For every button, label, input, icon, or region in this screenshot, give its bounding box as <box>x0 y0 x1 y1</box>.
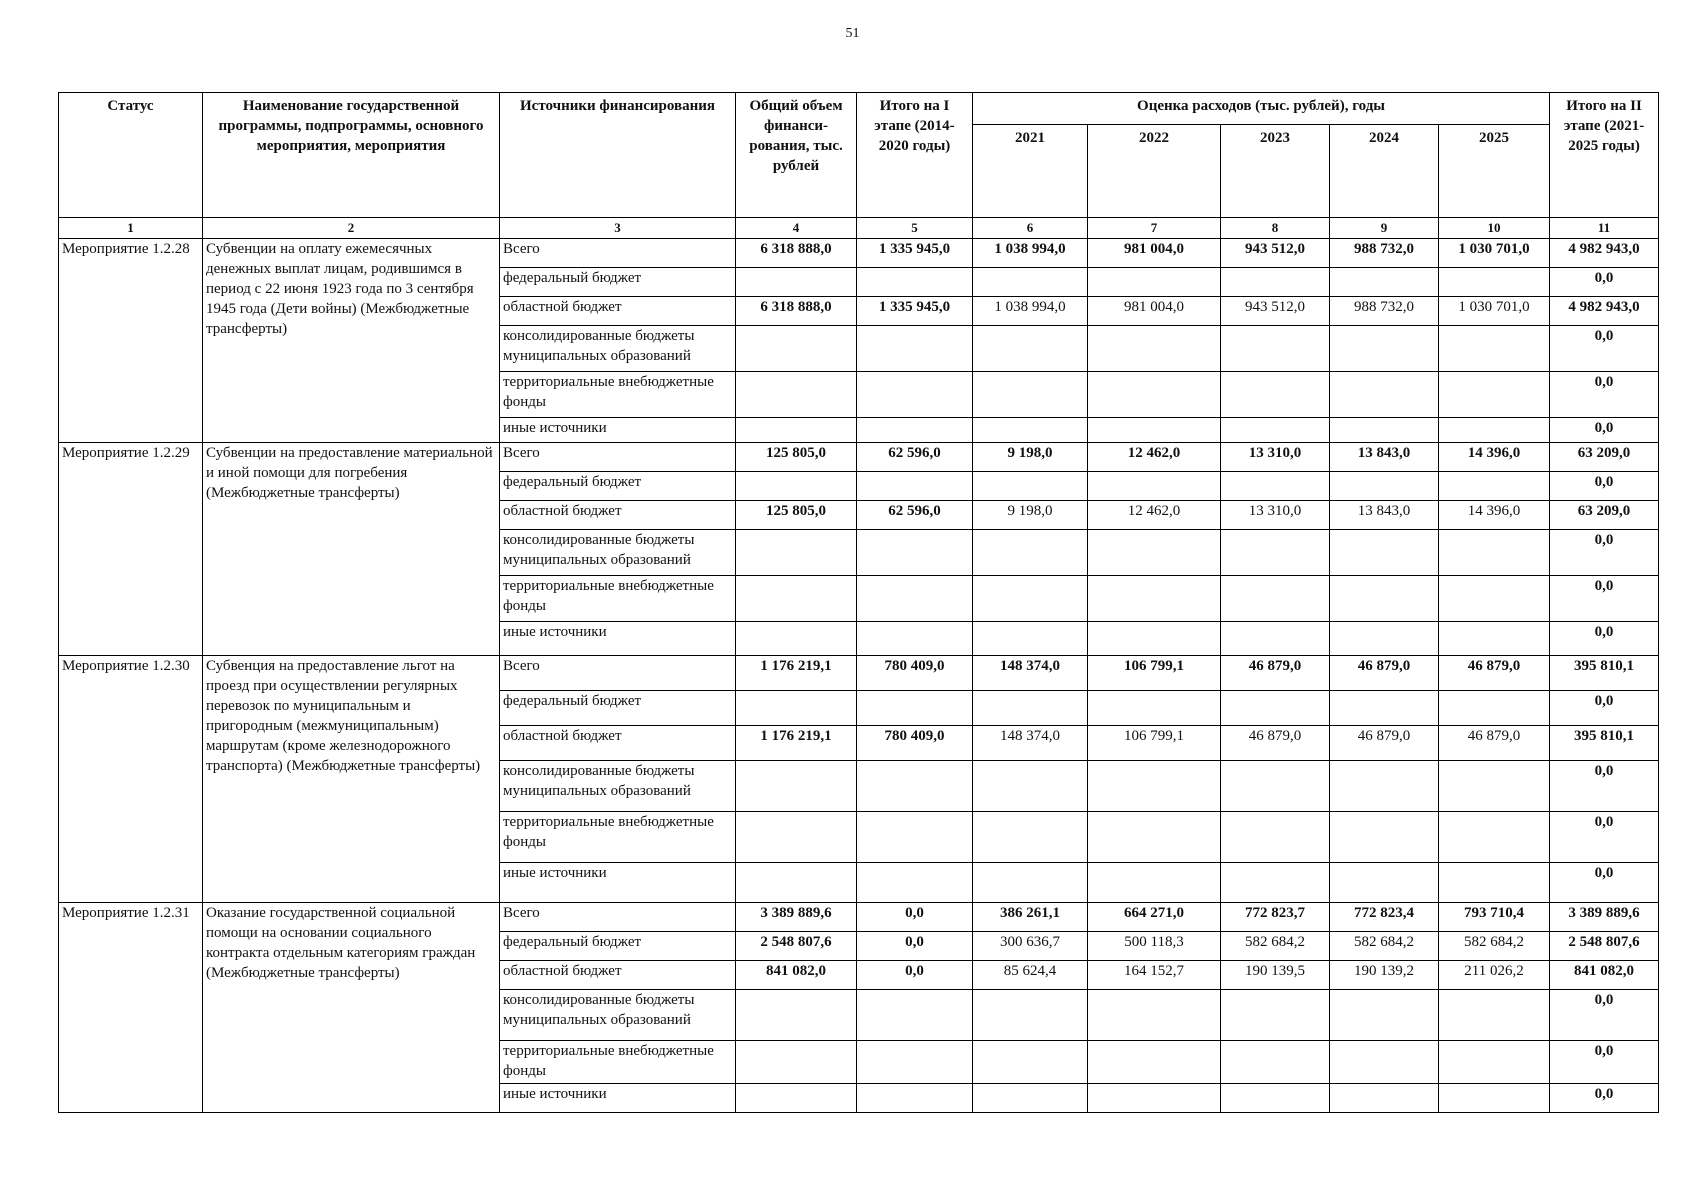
value-cell <box>1330 622 1439 656</box>
value-cell: 780 409,0 <box>857 656 973 691</box>
funding-source-cell: территориальные внебюджетные фонды <box>500 812 736 863</box>
value-cell: 772 823,7 <box>1221 903 1330 932</box>
funding-source-cell: консолидированные бюджеты муниципальных образований <box>500 990 736 1041</box>
measure-name-cell: Оказание государственной социальной помощи на основании социального контракта отдельным категориям граждан (Межбюджетные трансферты) <box>203 903 500 1113</box>
funding-source-cell: иные источники <box>500 622 736 656</box>
status-cell: Мероприятие 1.2.28 <box>59 239 203 443</box>
header-status: Статус <box>59 93 203 218</box>
value-cell: 2 548 807,6 <box>736 932 857 961</box>
column-number: 10 <box>1439 218 1550 239</box>
value-cell: 981 004,0 <box>1088 239 1221 268</box>
value-cell <box>973 622 1088 656</box>
table-row <box>59 656 1659 691</box>
funding-source-cell: Всего <box>500 443 736 472</box>
value-cell: 988 732,0 <box>1330 239 1439 268</box>
column-number: 6 <box>973 218 1088 239</box>
value-cell: 0,0 <box>1550 530 1659 576</box>
value-cell <box>857 326 973 372</box>
value-cell <box>736 418 857 443</box>
value-cell <box>1330 530 1439 576</box>
header-year: 2024 <box>1330 125 1439 218</box>
value-cell <box>736 863 857 903</box>
value-cell: 0,0 <box>857 932 973 961</box>
value-cell: 0,0 <box>1550 576 1659 622</box>
value-cell <box>1088 326 1221 372</box>
value-cell <box>1221 268 1330 297</box>
value-cell <box>1221 1041 1330 1084</box>
value-cell: 46 879,0 <box>1330 726 1439 761</box>
funding-source-cell: федеральный бюджет <box>500 932 736 961</box>
value-cell: 190 139,5 <box>1221 961 1330 990</box>
value-cell: 190 139,2 <box>1330 961 1439 990</box>
value-cell <box>973 691 1088 726</box>
value-cell <box>973 812 1088 863</box>
value-cell <box>1439 530 1550 576</box>
value-cell <box>973 1041 1088 1084</box>
value-cell <box>736 372 857 418</box>
value-cell <box>857 372 973 418</box>
column-number: 5 <box>857 218 973 239</box>
value-cell: 582 684,2 <box>1330 932 1439 961</box>
value-cell: 63 209,0 <box>1550 443 1659 472</box>
value-cell <box>857 268 973 297</box>
value-cell: 46 879,0 <box>1221 726 1330 761</box>
value-cell <box>1330 812 1439 863</box>
value-cell <box>1330 326 1439 372</box>
value-cell <box>973 863 1088 903</box>
measure-name-cell: Субвенции на предоставление материальной и иной помощи для погребения (Межбюджетные трансферты) <box>203 443 500 656</box>
value-cell: 1 176 219,1 <box>736 656 857 691</box>
value-cell <box>1330 1084 1439 1113</box>
header-year: 2023 <box>1221 125 1330 218</box>
header-year: 2025 <box>1439 125 1550 218</box>
value-cell: 9 198,0 <box>973 443 1088 472</box>
value-cell <box>1088 576 1221 622</box>
header-total: Общий объем финанси-рования, тыс. рублей <box>736 93 857 218</box>
value-cell <box>857 530 973 576</box>
value-cell: 0,0 <box>857 961 973 990</box>
value-cell <box>1330 372 1439 418</box>
value-cell <box>1221 761 1330 812</box>
value-cell: 12 462,0 <box>1088 443 1221 472</box>
value-cell: 1 038 994,0 <box>973 239 1088 268</box>
column-number: 4 <box>736 218 857 239</box>
value-cell <box>736 326 857 372</box>
column-number: 3 <box>500 218 736 239</box>
value-cell: 664 271,0 <box>1088 903 1221 932</box>
value-cell <box>973 761 1088 812</box>
value-cell <box>1439 268 1550 297</box>
value-cell <box>1330 990 1439 1041</box>
value-cell <box>973 1084 1088 1113</box>
value-cell: 148 374,0 <box>973 656 1088 691</box>
funding-source-cell: территориальные внебюджетные фонды <box>500 1041 736 1084</box>
value-cell: 1 335 945,0 <box>857 239 973 268</box>
value-cell: 386 261,1 <box>973 903 1088 932</box>
measure-name-cell: Субвенции на оплату ежемесячных денежных выплат лицам, родившимся в период с 22 июня 1923 года по 3 сентября 1945 года (Дети войны) (Межбюджетные трансферты) <box>203 239 500 443</box>
value-cell <box>1221 472 1330 501</box>
funding-source-cell: федеральный бюджет <box>500 691 736 726</box>
value-cell: 0,0 <box>1550 326 1659 372</box>
header-stage2: Итого на II этапе (2021-2025 годы) <box>1550 93 1659 218</box>
funding-source-cell: консолидированные бюджеты муниципальных образований <box>500 530 736 576</box>
value-cell: 106 799,1 <box>1088 656 1221 691</box>
value-cell: 1 176 219,1 <box>736 726 857 761</box>
value-cell: 582 684,2 <box>1221 932 1330 961</box>
value-cell <box>857 622 973 656</box>
value-cell <box>1221 530 1330 576</box>
status-cell: Мероприятие 1.2.31 <box>59 903 203 1113</box>
header-estimate: Оценка расходов (тыс. рублей), годы <box>973 93 1550 125</box>
value-cell: 46 879,0 <box>1330 656 1439 691</box>
value-cell: 841 082,0 <box>1550 961 1659 990</box>
value-cell <box>1088 761 1221 812</box>
funding-source-cell: Всего <box>500 656 736 691</box>
value-cell <box>1330 691 1439 726</box>
value-cell <box>857 472 973 501</box>
funding-source-cell: территориальные внебюджетные фонды <box>500 372 736 418</box>
value-cell: 13 843,0 <box>1330 501 1439 530</box>
value-cell: 841 082,0 <box>736 961 857 990</box>
value-cell: 6 318 888,0 <box>736 297 857 326</box>
column-number-row <box>59 218 1659 239</box>
value-cell <box>857 691 973 726</box>
funding-source-cell: консолидированные бюджеты муниципальных образований <box>500 326 736 372</box>
value-cell: 500 118,3 <box>1088 932 1221 961</box>
value-cell <box>857 812 973 863</box>
value-cell <box>1221 863 1330 903</box>
value-cell <box>736 576 857 622</box>
funding-source-cell: федеральный бюджет <box>500 472 736 501</box>
value-cell: 0,0 <box>1550 268 1659 297</box>
value-cell: 0,0 <box>1550 622 1659 656</box>
value-cell <box>973 326 1088 372</box>
value-cell <box>1088 372 1221 418</box>
value-cell <box>1221 326 1330 372</box>
value-cell: 106 799,1 <box>1088 726 1221 761</box>
value-cell <box>857 1041 973 1084</box>
value-cell: 6 318 888,0 <box>736 239 857 268</box>
funding-source-cell: консолидированные бюджеты муниципальных образований <box>500 761 736 812</box>
value-cell: 0,0 <box>1550 761 1659 812</box>
value-cell: 772 823,4 <box>1330 903 1439 932</box>
value-cell <box>1221 812 1330 863</box>
value-cell: 0,0 <box>1550 990 1659 1041</box>
value-cell <box>1439 691 1550 726</box>
value-cell <box>1221 1084 1330 1113</box>
table-row <box>59 903 1659 932</box>
value-cell: 14 396,0 <box>1439 443 1550 472</box>
header-year: 2021 <box>973 125 1088 218</box>
budget-table <box>58 92 1659 1113</box>
value-cell: 0,0 <box>1550 472 1659 501</box>
value-cell <box>1439 863 1550 903</box>
value-cell <box>1439 1084 1550 1113</box>
value-cell <box>1221 576 1330 622</box>
value-cell: 9 198,0 <box>973 501 1088 530</box>
value-cell <box>1330 1041 1439 1084</box>
value-cell: 395 810,1 <box>1550 726 1659 761</box>
value-cell: 0,0 <box>1550 418 1659 443</box>
funding-source-cell: областной бюджет <box>500 961 736 990</box>
value-cell <box>1330 761 1439 812</box>
value-cell <box>736 1084 857 1113</box>
value-cell <box>736 268 857 297</box>
value-cell <box>1330 472 1439 501</box>
value-cell: 0,0 <box>1550 863 1659 903</box>
table-row <box>59 239 1659 268</box>
value-cell <box>973 530 1088 576</box>
value-cell: 582 684,2 <box>1439 932 1550 961</box>
value-cell <box>1221 990 1330 1041</box>
value-cell: 981 004,0 <box>1088 297 1221 326</box>
value-cell <box>1439 990 1550 1041</box>
value-cell: 0,0 <box>857 903 973 932</box>
value-cell: 780 409,0 <box>857 726 973 761</box>
value-cell <box>1439 372 1550 418</box>
value-cell: 1 030 701,0 <box>1439 297 1550 326</box>
value-cell: 125 805,0 <box>736 443 857 472</box>
value-cell: 793 710,4 <box>1439 903 1550 932</box>
value-cell: 63 209,0 <box>1550 501 1659 530</box>
value-cell <box>1221 622 1330 656</box>
value-cell: 943 512,0 <box>1221 297 1330 326</box>
value-cell: 4 982 943,0 <box>1550 297 1659 326</box>
column-number: 8 <box>1221 218 1330 239</box>
value-cell <box>1439 622 1550 656</box>
value-cell <box>1088 691 1221 726</box>
value-cell: 300 636,7 <box>973 932 1088 961</box>
value-cell: 0,0 <box>1550 372 1659 418</box>
column-number: 1 <box>59 218 203 239</box>
value-cell <box>1439 812 1550 863</box>
value-cell <box>736 691 857 726</box>
value-cell: 0,0 <box>1550 812 1659 863</box>
value-cell: 13 843,0 <box>1330 443 1439 472</box>
value-cell <box>1088 863 1221 903</box>
value-cell: 0,0 <box>1550 691 1659 726</box>
value-cell: 0,0 <box>1550 1041 1659 1084</box>
value-cell: 125 805,0 <box>736 501 857 530</box>
funding-source-cell: территориальные внебюджетные фонды <box>500 576 736 622</box>
value-cell <box>1088 1041 1221 1084</box>
value-cell: 395 810,1 <box>1550 656 1659 691</box>
value-cell <box>1088 530 1221 576</box>
header-row <box>59 93 1659 125</box>
value-cell: 4 982 943,0 <box>1550 239 1659 268</box>
value-cell <box>1088 622 1221 656</box>
value-cell <box>857 990 973 1041</box>
value-cell <box>857 761 973 812</box>
value-cell: 62 596,0 <box>857 501 973 530</box>
value-cell <box>1088 268 1221 297</box>
value-cell: 3 389 889,6 <box>1550 903 1659 932</box>
value-cell: 14 396,0 <box>1439 501 1550 530</box>
value-cell: 2 548 807,6 <box>1550 932 1659 961</box>
value-cell: 148 374,0 <box>973 726 1088 761</box>
value-cell: 0,0 <box>1550 1084 1659 1113</box>
value-cell <box>1088 990 1221 1041</box>
status-cell: Мероприятие 1.2.30 <box>59 656 203 903</box>
value-cell: 211 026,2 <box>1439 961 1550 990</box>
column-number: 2 <box>203 218 500 239</box>
value-cell <box>1088 812 1221 863</box>
value-cell: 1 335 945,0 <box>857 297 973 326</box>
value-cell <box>973 372 1088 418</box>
value-cell <box>1088 418 1221 443</box>
measure-name-cell: Субвенция на предоставление льгот на проезд при осуществлении регулярных перевозок по муниципальным и пригородным (межмуниципальным) маршрутам (кроме железнодорожного транспорта) (Межбюджетные трансферты) <box>203 656 500 903</box>
value-cell <box>973 990 1088 1041</box>
funding-source-cell: иные источники <box>500 1084 736 1113</box>
header-name: Наименование государственной программы, подпрограммы, основного мероприятия, мероприятия <box>203 93 500 218</box>
funding-source-cell: иные источники <box>500 863 736 903</box>
value-cell <box>1330 863 1439 903</box>
value-cell <box>973 418 1088 443</box>
value-cell <box>1221 691 1330 726</box>
header-sources: Источники финансирования <box>500 93 736 218</box>
value-cell <box>857 1084 973 1113</box>
value-cell: 164 152,7 <box>1088 961 1221 990</box>
value-cell <box>736 990 857 1041</box>
column-number: 11 <box>1550 218 1659 239</box>
value-cell: 1 038 994,0 <box>973 297 1088 326</box>
value-cell <box>1439 761 1550 812</box>
value-cell: 62 596,0 <box>857 443 973 472</box>
value-cell <box>1439 1041 1550 1084</box>
value-cell <box>736 622 857 656</box>
value-cell: 85 624,4 <box>973 961 1088 990</box>
value-cell <box>1439 326 1550 372</box>
value-cell <box>973 268 1088 297</box>
value-cell <box>973 576 1088 622</box>
value-cell <box>1330 418 1439 443</box>
funding-source-cell: областной бюджет <box>500 501 736 530</box>
value-cell <box>857 418 973 443</box>
value-cell: 46 879,0 <box>1439 726 1550 761</box>
value-cell <box>1088 1084 1221 1113</box>
table-row <box>59 443 1659 472</box>
value-cell <box>1330 576 1439 622</box>
table-body <box>59 239 1659 1113</box>
funding-source-cell: федеральный бюджет <box>500 268 736 297</box>
funding-source-cell: иные источники <box>500 418 736 443</box>
header-stage1: Итого на I этапе (2014-2020 годы) <box>857 93 973 218</box>
value-cell: 988 732,0 <box>1330 297 1439 326</box>
column-number: 9 <box>1330 218 1439 239</box>
value-cell <box>857 576 973 622</box>
value-cell <box>1439 472 1550 501</box>
value-cell <box>1330 268 1439 297</box>
value-cell <box>736 530 857 576</box>
funding-source-cell: Всего <box>500 903 736 932</box>
value-cell: 943 512,0 <box>1221 239 1330 268</box>
value-cell <box>1221 418 1330 443</box>
value-cell <box>1439 576 1550 622</box>
value-cell: 13 310,0 <box>1221 443 1330 472</box>
funding-source-cell: областной бюджет <box>500 297 736 326</box>
funding-source-cell: Всего <box>500 239 736 268</box>
value-cell <box>1439 418 1550 443</box>
value-cell <box>736 1041 857 1084</box>
column-number: 7 <box>1088 218 1221 239</box>
value-cell <box>736 761 857 812</box>
value-cell: 13 310,0 <box>1221 501 1330 530</box>
value-cell <box>1088 472 1221 501</box>
value-cell <box>736 812 857 863</box>
value-cell <box>857 863 973 903</box>
value-cell: 1 030 701,0 <box>1439 239 1550 268</box>
page-number: 51 <box>845 26 860 41</box>
value-cell <box>736 472 857 501</box>
value-cell: 3 389 889,6 <box>736 903 857 932</box>
value-cell <box>1221 372 1330 418</box>
status-cell: Мероприятие 1.2.29 <box>59 443 203 656</box>
header-year: 2022 <box>1088 125 1221 218</box>
funding-source-cell: областной бюджет <box>500 726 736 761</box>
value-cell: 46 879,0 <box>1439 656 1550 691</box>
value-cell: 46 879,0 <box>1221 656 1330 691</box>
value-cell: 12 462,0 <box>1088 501 1221 530</box>
value-cell <box>973 472 1088 501</box>
